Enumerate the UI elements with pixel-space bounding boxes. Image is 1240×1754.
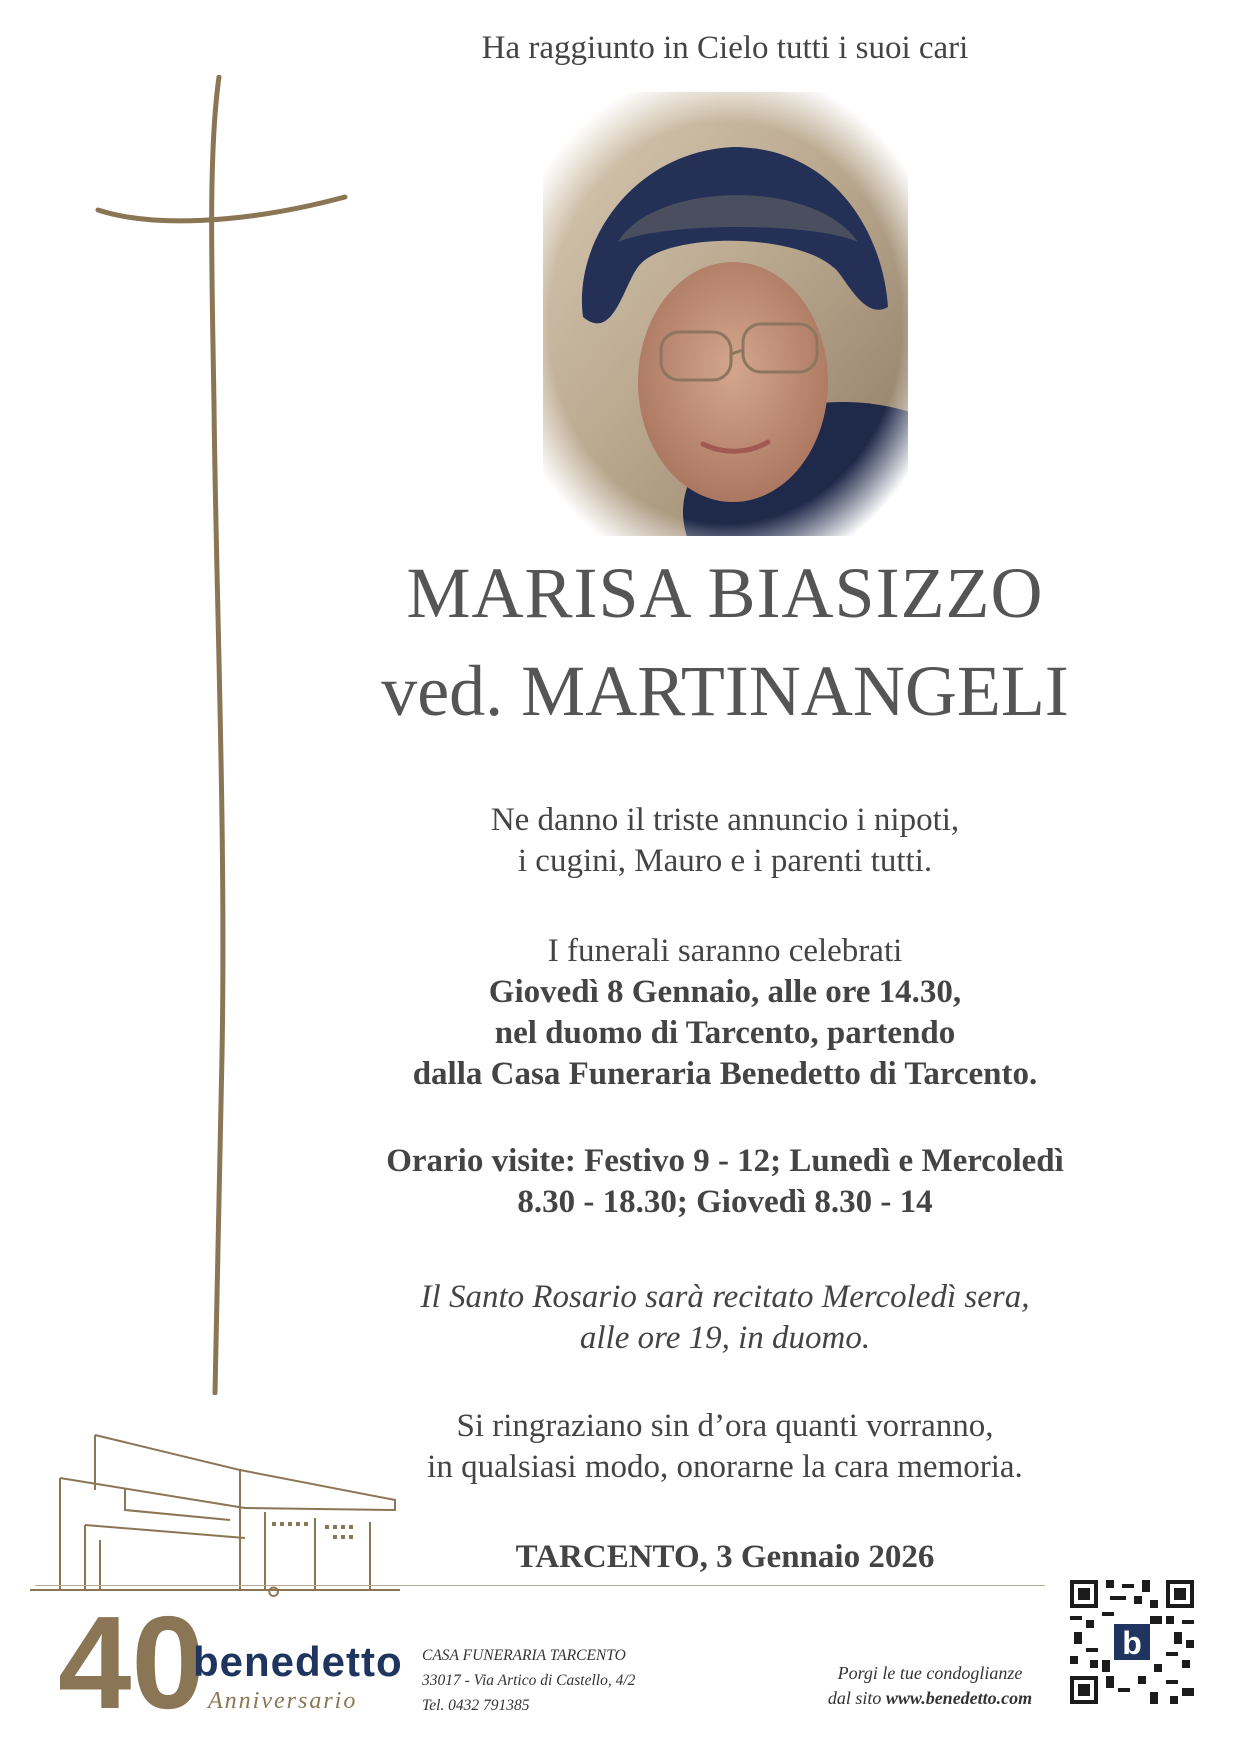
condolences-prefix: dal sito xyxy=(827,1688,886,1708)
building-illustration xyxy=(30,1430,400,1595)
thanks-text xyxy=(330,1406,1120,1488)
deceased-married-name: ved. MARTINANGELI xyxy=(381,651,1069,731)
logo-number: 40 xyxy=(58,1589,205,1736)
logo-degree: ° xyxy=(266,1580,282,1622)
condolences-site-link[interactable]: www.benedetto.com xyxy=(885,1688,1033,1708)
thanks-line: in qualsiasi modo, onorarne la cara memoria. xyxy=(427,1449,1023,1485)
funeral-info xyxy=(330,931,1120,1095)
deceased-name: MARISA BIASIZZO xyxy=(406,553,1044,633)
funeral-home-address: 33017 - Via Artico di Castello, 4/2 xyxy=(422,1672,636,1689)
visiting-hours xyxy=(330,1141,1120,1223)
footer-divider xyxy=(35,1585,1045,1586)
funeral-line: I funerali saranno celebrati xyxy=(547,933,903,969)
announcement-line: Ne danno il triste annuncio i nipoti, xyxy=(490,802,960,838)
funeral-departure: dalla Casa Funeraria Benedetto di Tarcento. xyxy=(412,1056,1038,1092)
funeral-home-phone: Tel. 0432 791385 xyxy=(422,1697,530,1714)
funeral-location: nel duomo di Tarcento, partendo xyxy=(494,1015,956,1051)
condolences-line: Porgi le tue condoglianze xyxy=(837,1663,1023,1683)
condolences-info xyxy=(805,1661,1055,1711)
qr-code-icon[interactable] xyxy=(1070,1580,1194,1704)
visiting-hours-line: Orario visite: Festivo 9 - 12; Lunedì e Mercoledì xyxy=(386,1143,1064,1179)
portrait-photo xyxy=(543,92,908,536)
logo-brand: benedetto xyxy=(193,1638,403,1685)
funeral-home-info xyxy=(422,1643,635,1718)
condolences-site-line xyxy=(805,1686,1055,1711)
visiting-hours-line: 8.30 - 18.30; Giovedì 8.30 - 14 xyxy=(517,1184,933,1220)
qr-center-letter: b xyxy=(1122,1625,1142,1661)
benedetto-40-logo xyxy=(58,1580,403,1740)
rosary-info xyxy=(330,1277,1120,1359)
thanks-line: Si ringraziano sin d’ora quanti vorranno, xyxy=(456,1408,994,1444)
announcement-line: i cugini, Mauro e i parenti tutti. xyxy=(517,843,933,879)
place-date: TARCENTO, 3 Gennaio 2026 xyxy=(515,1539,935,1575)
funeral-home-name: CASA FUNERARIA TARCENTO xyxy=(422,1647,626,1664)
intro-text: Ha raggiunto in Cielo tutti i suoi cari xyxy=(481,30,969,66)
funeral-date: Giovedì 8 Gennaio, alle ore 14.30, xyxy=(488,974,962,1010)
rosary-line: alle ore 19, in duomo. xyxy=(579,1320,871,1356)
rosary-line: Il Santo Rosario sarà recitato Mercoledì sera, xyxy=(420,1279,1030,1315)
announcement-text xyxy=(330,800,1120,882)
cross-icon xyxy=(90,75,350,1395)
logo-anniversary: Anniversario xyxy=(208,1688,358,1714)
